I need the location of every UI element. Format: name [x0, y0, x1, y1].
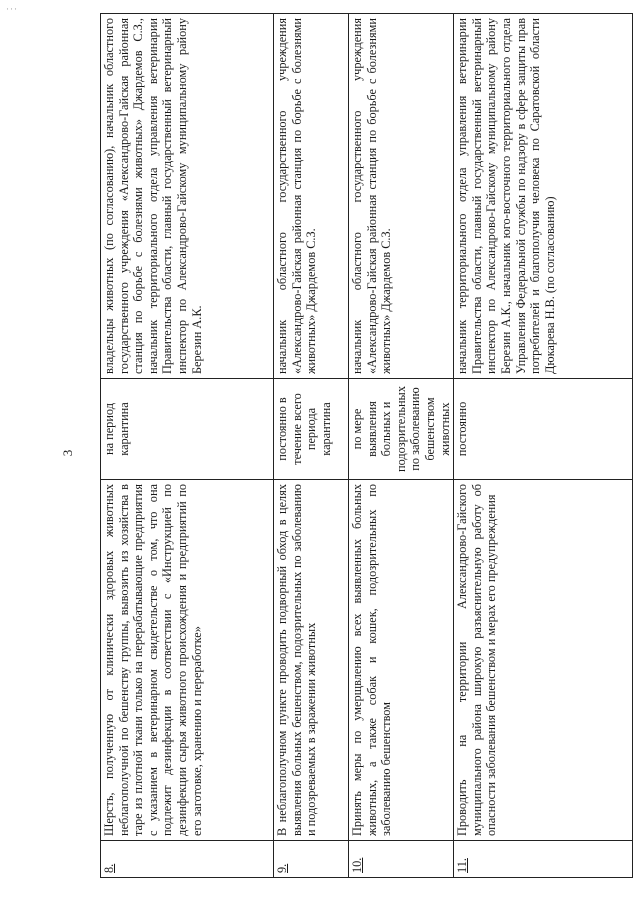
rotated-content — [100, 20, 598, 878]
term-cell: на период карантина — [101, 379, 274, 480]
responsible-cell: начальник областного государственного учреждения «Александрово-Гайская районная станция по борьбе с болезнями животных» Джардемов С.З. — [349, 14, 454, 379]
row-number: 8. — [101, 841, 274, 878]
row-number: 9. — [274, 841, 349, 878]
measure-cell: Шерсть, полученную от клинически здоровых животных неблагополучной по бешенству группы, вывозить из хозяйства в таре из плотной ткани только на перерабатывающие предприятия с указанием в ветеринарном свидетельстве о том, что она подлежит дезинфекции в соответствии с «Инструкцией по дезинфекции сырья животного происхождения и предприятий по его заготовке, хранению и переработке» — [101, 480, 274, 841]
table-row — [454, 14, 633, 878]
row-number: 11. — [454, 841, 633, 878]
measure-cell: Проводить на территории Александрово-Гайского муниципального района широкую разъяснительную работу об опасности заболевания бешенством и мерах его предупреждения — [454, 480, 633, 841]
term-cell: по мере выявления больных и подозрительных по заболеванию бешенством животных — [349, 379, 454, 480]
measure-cell: В неблагополучном пункте проводить подворный обход в целях выявления больных бешенством, подозрительных по заболеванию и подозреваемых в заражении животных — [274, 480, 349, 841]
table-row — [274, 14, 349, 878]
responsible-cell: начальник территориального отдела управления ветеринарии Правительства области, главный государственный ветеринарный инспектор по Александрово-Гайскому муниципальному району Березин А.К., начальник юго-восточного территориального отдела Управления Федеральной службы по надзору в сфере защиты прав потребителей и благополучия человека по Саратовской области Дюкарева Н.В. (по согласованию) — [454, 14, 633, 379]
table-row — [349, 14, 454, 878]
scan-corner-mark: ··· — [6, 4, 18, 14]
row-number: 10. — [349, 841, 454, 878]
responsible-cell: начальник областного государственного учреждения «Александрово-Гайская районная станция по борьбе с болезнями животных» Джардемов С.З. — [274, 14, 349, 379]
page-number: 3 — [60, 449, 75, 457]
term-cell: постоянно в течение всего периода карантина — [274, 379, 349, 480]
responsible-cell: владельцы животных (по согласованию), начальник областного государственного учреждения «Александрово-Гайская районная станция по борьбе с болезнями животных» Джардемов С.З., начальник территориального отдела управления ветеринарии Правительства области, главный государственный ветеринарный инспектор по Александрово-Гайскому муниципальному району Березин А.К. — [101, 14, 274, 379]
measure-cell: Принять меры по умерщвлению всех выявленных больных животных, а также собак и кошек, подозрительных по заболеванию бешенством — [349, 480, 454, 841]
term-cell: постоянно — [454, 379, 633, 480]
table-row — [101, 14, 274, 878]
measures-table — [100, 13, 633, 878]
document-sheet — [100, 20, 598, 878]
